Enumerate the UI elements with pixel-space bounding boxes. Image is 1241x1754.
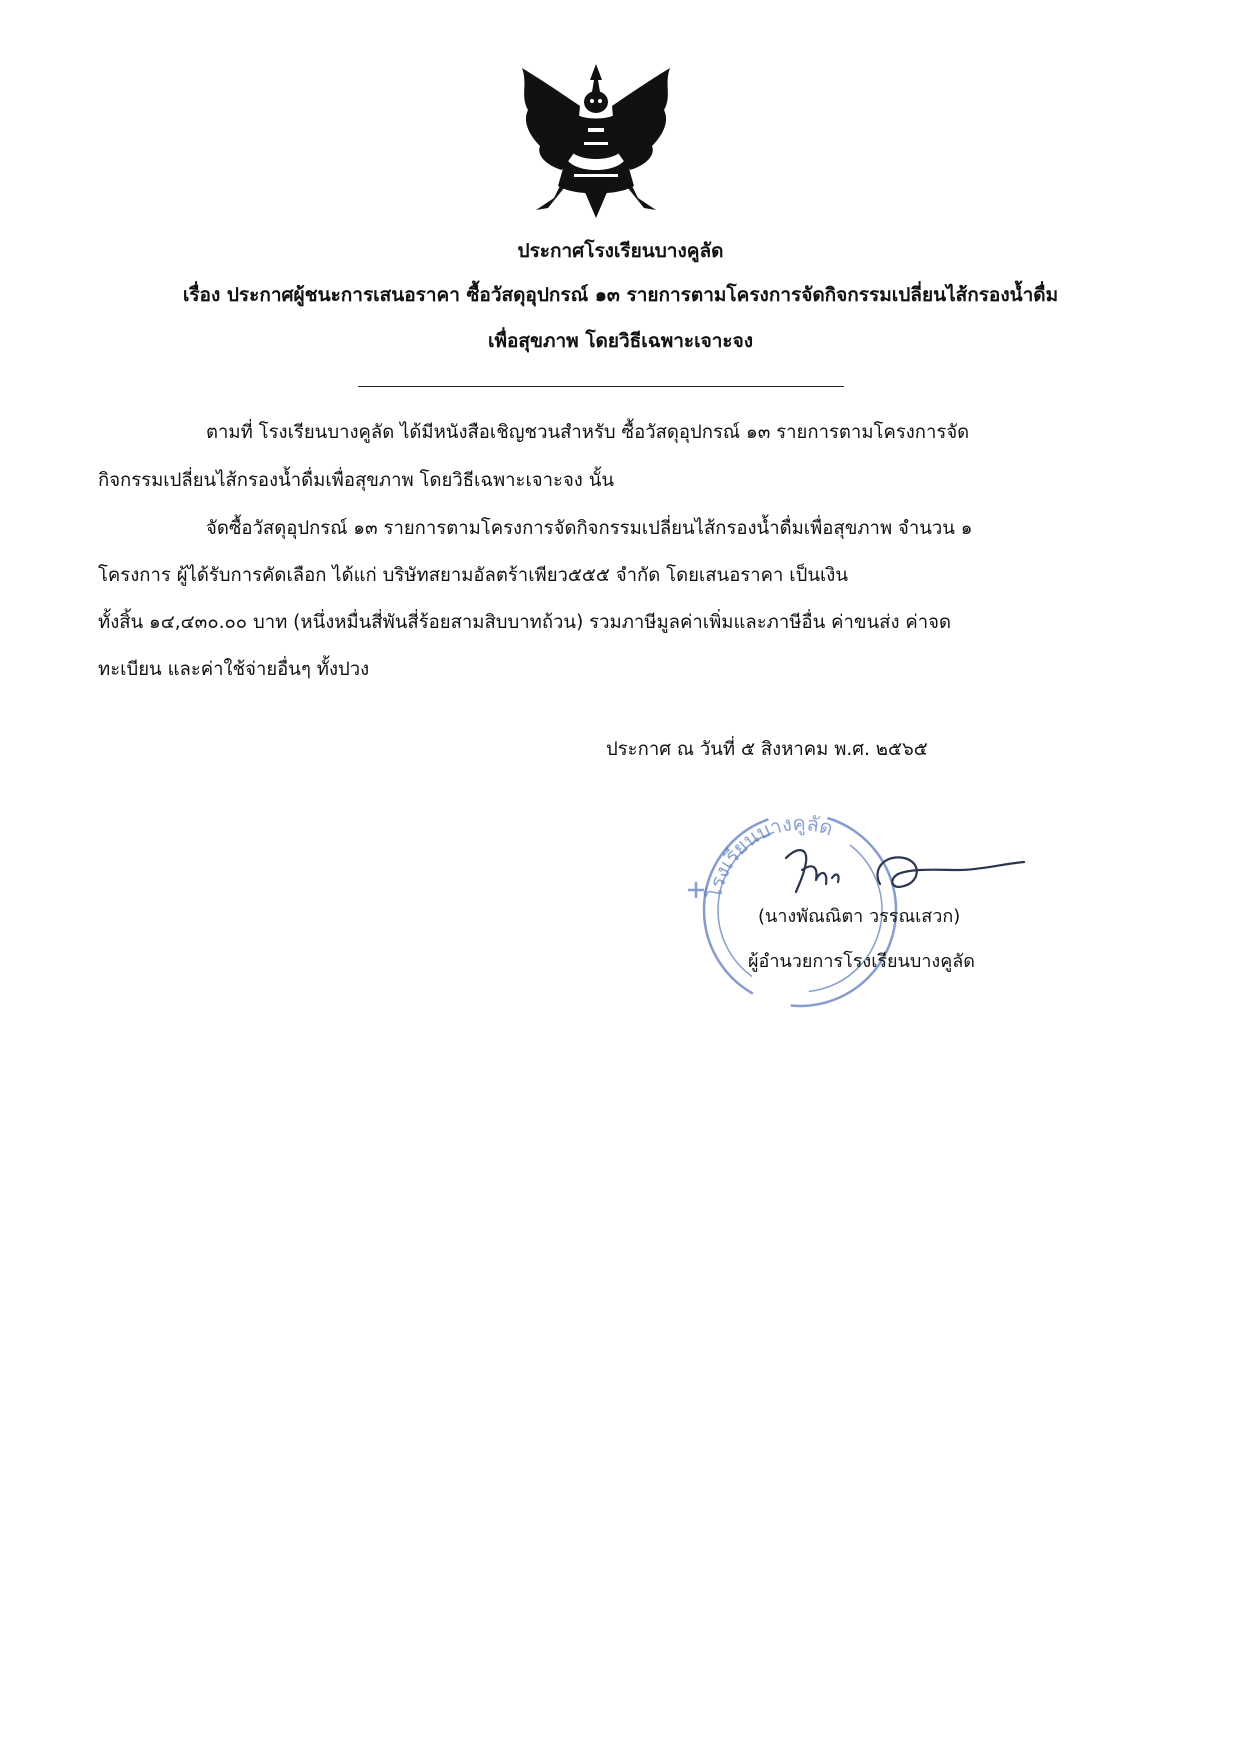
paragraph-1-line-1: ตามที่ โรงเรียนบางคูลัด ได้มีหนังสือเชิญชวนสำหรับ ซื้อวัสดุอุปกรณ์ ๑๓ รายการตามโครงการจัด [206, 422, 970, 443]
signer-title: ผู้อำนวยการโรงเรียนบางคูลัด [748, 951, 975, 972]
svg-text:โรงเรียนบางคูลัด: โรงเรียนบางคูลัด [701, 810, 837, 901]
paragraph-1-line-2: กิจกรรมเปลี่ยนไส้กรองน้ำดื่มเพื่อสุขภาพ โดยวิธีเฉพาะเจาะจง นั้น [98, 470, 614, 491]
signature-icon [780, 840, 1030, 910]
garuda-emblem-icon [514, 58, 678, 230]
subject-line-1: เรื่อง ประกาศผู้ชนะการเสนอราคา ซื้อวัสดุอุปกรณ์ ๑๓ รายการตามโครงการจัดกิจกรรมเปลี่ยนไส้กรองน้ำดื่ม [182, 284, 1059, 306]
paragraph-2-line-4: ทะเบียน และค่าใช้จ่ายอื่นๆ ทั้งปวง [98, 659, 370, 680]
paragraph-2-line-3: ทั้งสิ้น ๑๔,๔๓๐.๐๐ บาท (หนึ่งหมื่นสี่พันสี่ร้อยสามสิบบาทถ้วน) รวมภาษีมูลค่าเพิ่มและภาษีอื่น ค่าขนส่ง ค่าจด [98, 612, 951, 633]
paragraph-2-line-1: จัดซื้อวัสดุอุปกรณ์ ๑๓ รายการตามโครงการจัดกิจกรรมเปลี่ยนไส้กรองน้ำดื่มเพื่อสุขภาพ จำนวน ๑ [206, 518, 973, 539]
announcement-title: ประกาศโรงเรียนบางคูลัด [517, 240, 724, 262]
subject-line-2: เพื่อสุขภาพ โดยวิธีเฉพาะเจาะจง [487, 330, 754, 352]
announcement-date: ประกาศ ณ วันที่ ๕ สิงหาคม พ.ศ. ๒๕๖๕ [606, 739, 928, 760]
title-divider [358, 386, 844, 387]
signer-name: (นางพัณณิตา วรรณเสวก) [758, 906, 961, 927]
paragraph-2-line-2: โครงการ ผู้ได้รับการคัดเลือก ได้แก่ บริษัทสยามอัลตร้าเพียว๕๕๕ จำกัด โดยเสนอราคา เป็นเงิน [98, 565, 848, 586]
